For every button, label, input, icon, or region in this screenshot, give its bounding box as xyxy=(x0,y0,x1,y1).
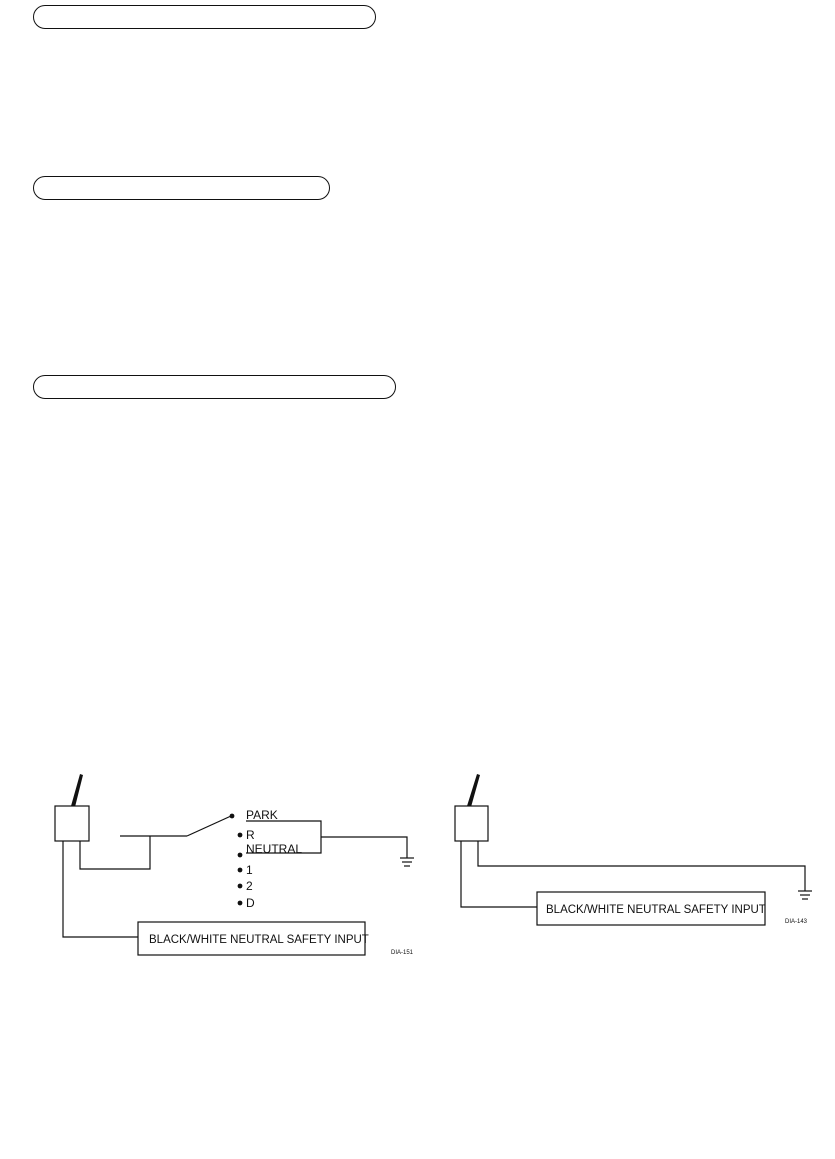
switch-position-2: 2 xyxy=(246,879,253,893)
switch-position-d: D xyxy=(246,896,255,910)
wire-to-ground-left xyxy=(321,837,407,858)
wire-module-to-input-left xyxy=(63,841,138,937)
wire-to-ground-right xyxy=(478,841,805,891)
ground-symbol-icon xyxy=(798,891,812,899)
input-box-right-label: BLACK/WHITE NEUTRAL SAFETY INPUT xyxy=(546,904,766,916)
switch-position-r: R xyxy=(246,828,255,842)
diagram-left xyxy=(55,774,414,956)
switch-position-neutral: NEUTRAL xyxy=(246,842,303,856)
contact-dot-icon xyxy=(238,901,243,906)
contact-dot-icon xyxy=(238,884,243,889)
figure-code-left: DIA-151 xyxy=(391,950,414,956)
contact-dot-icon xyxy=(238,868,243,873)
contact-dot-icon xyxy=(238,833,243,838)
module-box-left xyxy=(55,806,89,841)
wire-module-to-input-right xyxy=(461,841,537,907)
antenna-icon xyxy=(71,774,83,807)
wire-module-to-switch xyxy=(80,836,187,869)
switch-position-1: 1 xyxy=(246,863,253,877)
ground-symbol-icon xyxy=(400,858,414,866)
switch-position-park: PARK xyxy=(246,808,278,822)
input-box-left-label: BLACK/WHITE NEUTRAL SAFETY INPUT xyxy=(149,934,369,946)
contact-dot-icon xyxy=(230,814,235,819)
contact-dot-icon xyxy=(238,853,243,858)
antenna-icon xyxy=(467,774,480,807)
figure-code-right: DIA-143 xyxy=(785,919,808,925)
switch-arm xyxy=(187,816,231,836)
diagram-right xyxy=(455,774,812,925)
module-box-right xyxy=(455,806,488,841)
